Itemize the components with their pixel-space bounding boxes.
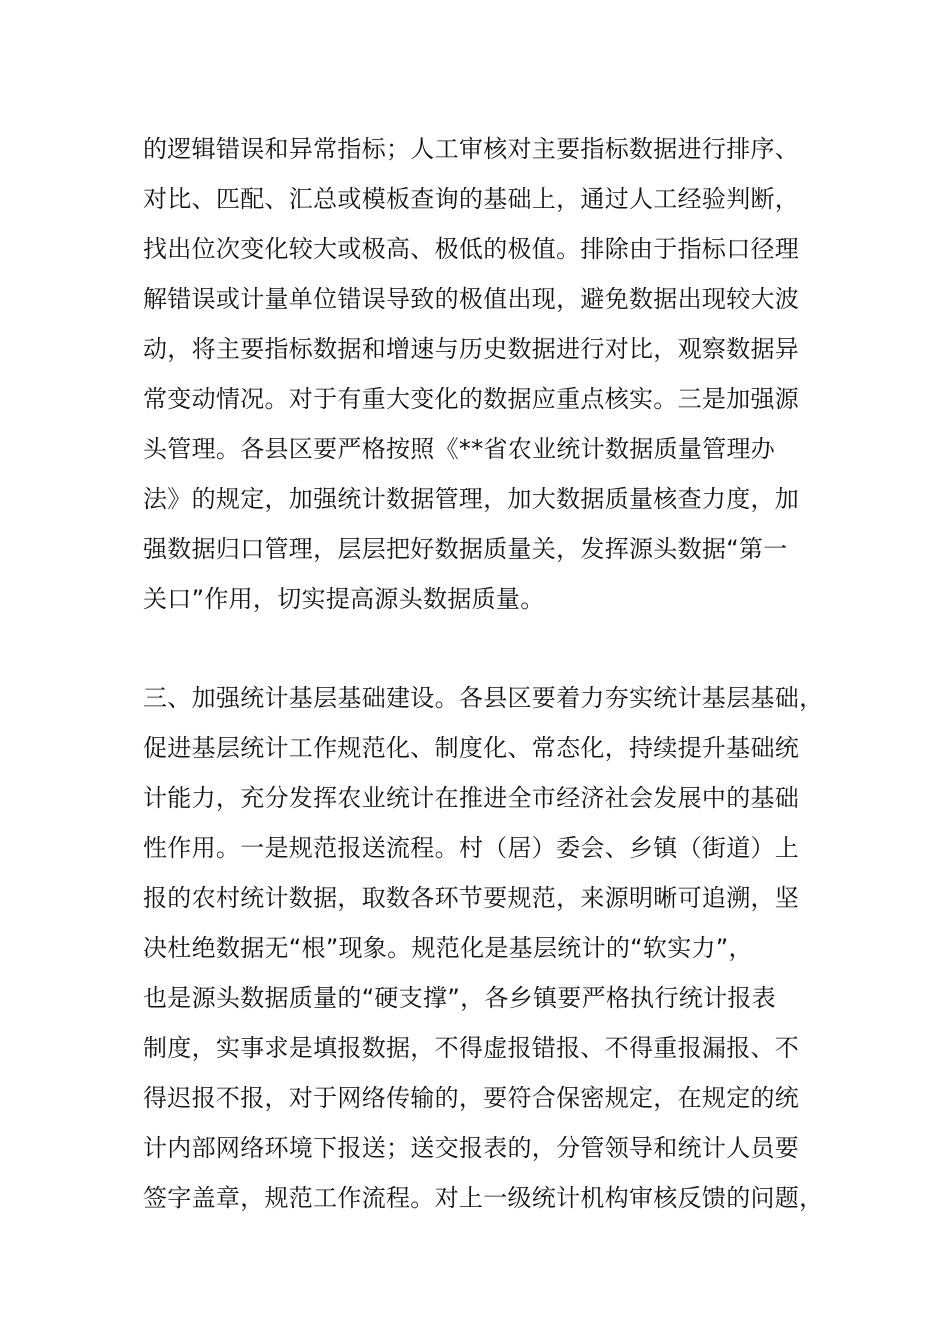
- text-line: 签字盖章，规范工作流程。对上一级统计机构审核反馈的问题，: [143, 1184, 824, 1212]
- text-line: 三、加强统计基层基础建设。各县区要着力夯实统计基层基础，: [143, 684, 824, 712]
- text-line: 头管理。各县区要严格按照《**省农业统计数据质量管理办: [143, 435, 776, 463]
- paragraph-section-three: [143, 673, 823, 1223]
- text-line: 对比、匹配、汇总或模板查询的基础上，通过人工经验判断，: [143, 185, 800, 213]
- text-line: 计内部网络环境下报送；送交报表的，分管领导和统计人员要: [143, 1134, 800, 1162]
- text-line: 决杜绝数据无“根”现象。规范化是基层统计的“软实力”，: [143, 934, 753, 962]
- text-line: 解错误或计量单位错误导致的极值出现，避免数据出现较大波: [143, 285, 800, 313]
- text-line: 制度，实事求是填报数据，不得虚报错报、不得重报漏报、不: [143, 1034, 800, 1062]
- text-line: 关口”作用，切实提高源头数据质量。: [143, 585, 545, 613]
- text-line: 的逻辑错误和异常指标；人工审核对主要指标数据进行排序、: [143, 135, 800, 163]
- text-line: 得迟报不报，对于网络传输的，要符合保密规定，在规定的统: [143, 1084, 800, 1112]
- text-line: 强数据归口管理，层层把好数据质量关，发挥源头数据“第一: [143, 535, 788, 563]
- text-line: 找出位次变化较大或极高、极低的极值。排除由于指标口径理: [143, 235, 800, 263]
- text-line: 性作用。一是规范报送流程。村（居）委会、乡镇（街道）上: [143, 834, 800, 862]
- text-line: 常变动情况。对于有重大变化的数据应重点核实。三是加强源: [143, 385, 800, 413]
- text-line: 动，将主要指标数据和增速与历史数据进行对比，观察数据异: [143, 335, 800, 363]
- text-line: 计能力，充分发挥农业统计在推进全市经济社会发展中的基础: [143, 784, 800, 812]
- text-line: 法》的规定，加强统计数据管理，加大数据质量核查力度，加: [143, 485, 800, 513]
- text-line: 也是源头数据质量的“硬支撑”，各乡镇要严格执行统计报表: [143, 984, 776, 1012]
- paragraph-data-review: [143, 124, 823, 624]
- text-line: 报的农村统计数据，取数各环节要规范，来源明晰可追溯，坚: [143, 884, 800, 912]
- text-line: 促进基层统计工作规范化、制度化、常态化，持续提升基础统: [143, 734, 800, 762]
